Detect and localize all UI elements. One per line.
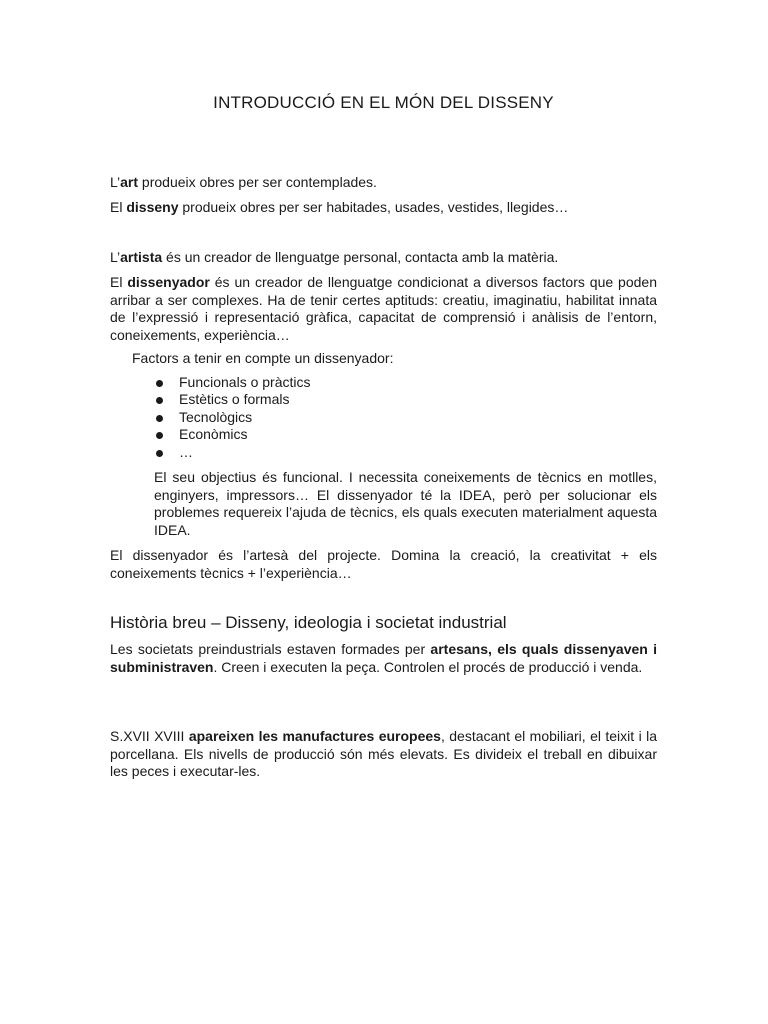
text: produeix obres per ser contemplades. [138, 174, 377, 190]
intro-art-paragraph [110, 174, 657, 192]
factors-list [154, 374, 311, 461]
list-item [154, 426, 311, 443]
bullet-icon [156, 397, 163, 404]
list-item-label: Estètics o formals [179, 391, 290, 408]
keyword-artesans: artesans, els quals dissenyaven i subministraven [110, 641, 658, 675]
page-title: INTRODUCCIÓ EN EL MÓN DEL DISSENY [213, 93, 554, 112]
text: S.XVII XVIII [110, 728, 189, 744]
list-item [154, 409, 311, 426]
bullet-icon [156, 432, 163, 439]
list-item-label: Econòmics [179, 426, 248, 443]
text: produeix obres per ser habitades, usades, vestides, llegides… [178, 199, 569, 215]
bullet-icon [156, 450, 163, 457]
list-item-label: Tecnològics [179, 408, 253, 425]
list-item [154, 391, 311, 408]
text: El [110, 274, 128, 290]
list-item [154, 444, 311, 461]
keyword-artista: artista [120, 249, 163, 265]
bullet-icon [156, 380, 163, 387]
keyword-manufactures: apareixen les manufactures europees [188, 728, 441, 744]
artista-paragraph [110, 249, 657, 267]
manufactures-paragraph [110, 728, 657, 781]
keyword-art: art [120, 174, 139, 190]
list-item-label: Funcionals o pràctics [179, 374, 311, 390]
bullet-icon [156, 415, 163, 422]
text: Les societats preindustrials estaven formades per [110, 641, 431, 657]
preindustrials-paragraph [110, 641, 657, 676]
text: El [110, 199, 127, 215]
objectius-paragraph: El seu objectius és funcional. I necessita coneixements de tècnics en motlles, enginyers, impressors… El dissenyador té la IDEA, però per solucionar els problemes requereix l’ajuda de tècnics, els quals executen materialment aquesta IDEA. [154, 469, 657, 538]
intro-disseny-paragraph [110, 199, 657, 217]
keyword-dissenyador: dissenyador [127, 274, 210, 290]
list-item [154, 374, 311, 391]
text: . Creen i executen la peça. Controlen el procés de producció i venda. [213, 658, 643, 675]
text: L’ [110, 249, 121, 265]
keyword-disseny: disseny [126, 199, 179, 215]
artesa-paragraph: El dissenyador és l’artesà del projecte. Domina la creació, la creativitat + els coneixements tècnics + l’experiència… [110, 547, 657, 581]
dissenyador-paragraph [110, 274, 657, 344]
historia-heading: Història breu – Disseny, ideologia i societat industrial [110, 613, 507, 632]
list-item-label: … [179, 443, 193, 460]
text: , destacant el mobiliari, el teixit i la porcellana. Els nivells de producció són més elevats. Es divideix el treball en dibuixar les peces i executar-les. [110, 728, 657, 779]
text: és un creador de llenguatge personal, contacta amb la matèria. [162, 249, 559, 265]
factors-heading: Factors a tenir en compte un dissenyador: [132, 350, 394, 366]
text: L’ [110, 174, 121, 190]
text: és un creador de llenguatge condicionat a diversos factors que poden arribar a ser complexes. Ha de tenir certes aptituds: creatiu, imaginatiu, habilitat innata de l’expressió i representació gràfica, capacitat de comprensió i anàlisis de l’entorn, coneixements, experiència… [110, 274, 657, 343]
